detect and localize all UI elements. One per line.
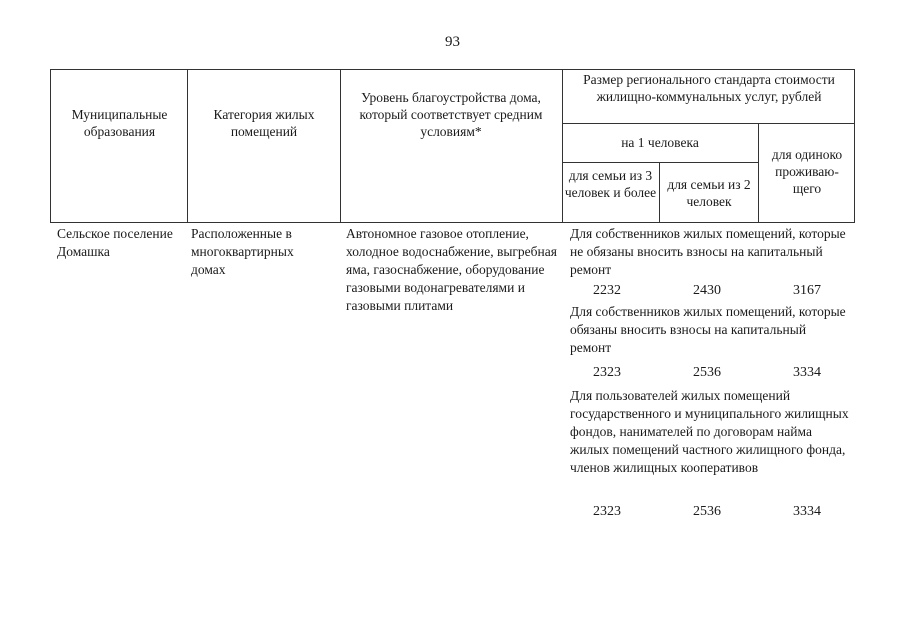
value-single: 3167 <box>793 283 821 298</box>
divider <box>758 123 759 223</box>
value-single: 3334 <box>793 504 821 519</box>
header-family2: для семьи из 2 человек <box>667 177 751 209</box>
divider <box>562 162 758 163</box>
cell-municipality: Сельское поселение Домашка <box>57 226 173 259</box>
header-category: Категория жилых помещений <box>213 107 315 139</box>
value-family3: 2323 <box>593 504 621 519</box>
header-level: Уровень благоустройства дома, который соответствует средним условиям* <box>359 90 543 139</box>
header-per-person: на 1 человека <box>621 135 699 150</box>
header-single: для одиноко проживаю-щего <box>771 147 843 196</box>
value-family2: 2536 <box>693 365 721 380</box>
divider <box>562 123 855 124</box>
cell-category: Расположенные в многоквартирных домах <box>191 226 294 277</box>
value-family2: 2430 <box>693 283 721 298</box>
header-standard: Размер регионального стандарта стоимости жилищно-коммунальных услуг, рублей <box>583 72 835 104</box>
divider <box>187 69 188 223</box>
value-single: 3334 <box>793 365 821 380</box>
header-municipality: Муниципальные образования <box>71 107 168 139</box>
value-family3: 2323 <box>593 365 621 380</box>
page-number: 93 <box>445 34 460 50</box>
divider <box>340 69 341 223</box>
divider <box>659 162 660 223</box>
header-family3: для семьи из 3 человек и более <box>564 168 657 200</box>
value-family3: 2232 <box>593 283 621 298</box>
group-label: Для пользователей жилых помещений государственного и муниципального жилищных фондов, нанимателей по договорам найма жилых помещений частного жилищного фонда, членов жилищных кооперативов <box>570 388 849 475</box>
group-label: Для собственников жилых помещений, которые обязаны вносить взносы на капитальный ремонт <box>570 304 846 355</box>
cell-level: Автономное газовое отопление, холодное водоснабжение, выгребная яма, газоснабжение, оборудование газовыми водонагревателями и газовыми плитами <box>346 226 557 313</box>
value-family2: 2536 <box>693 504 721 519</box>
group-label: Для собственников жилых помещений, которые не обязаны вносить взносы на капитальный ремонт <box>570 226 846 277</box>
